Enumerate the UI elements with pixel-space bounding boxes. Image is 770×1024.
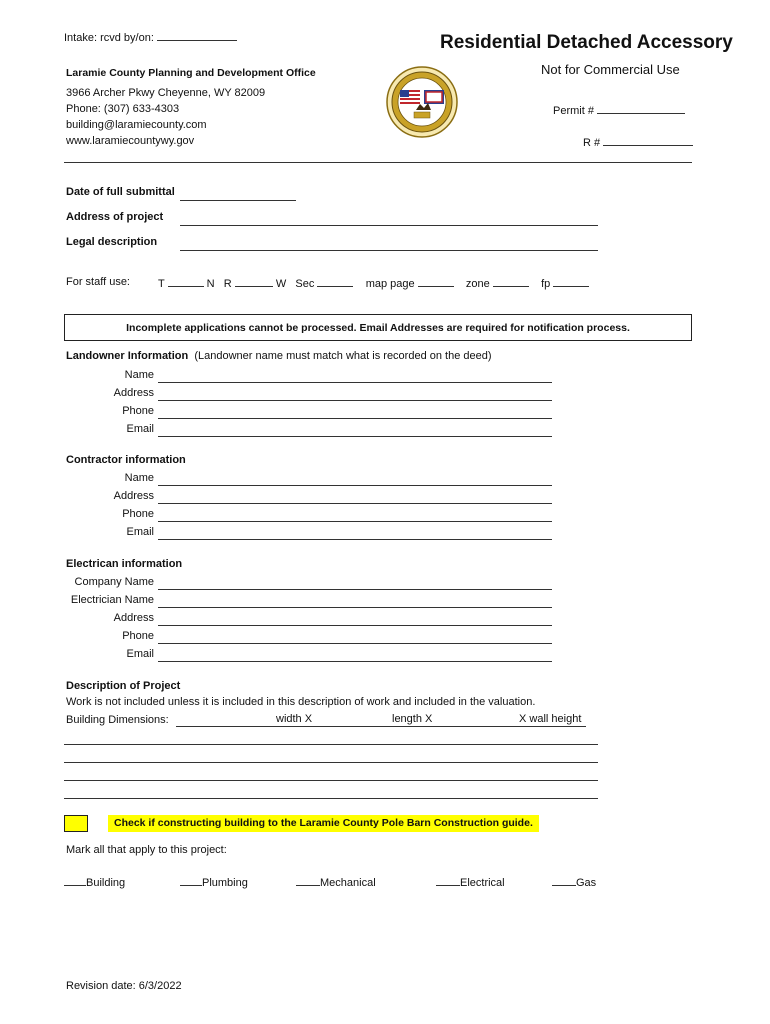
landowner-name-field[interactable] <box>158 369 552 383</box>
trade-gas <box>552 875 596 889</box>
electrician-email-field[interactable] <box>158 648 552 662</box>
permit-row <box>553 103 685 117</box>
office-website: www.laramiecountywy.gov <box>66 135 195 147</box>
map-page-field[interactable] <box>418 276 454 287</box>
plumbing-label: Plumbing <box>202 877 248 889</box>
trade-mechanical <box>296 875 376 889</box>
form-title: Residential Detached Accessory <box>440 32 733 53</box>
building-dimensions-label: Building Dimensions: <box>66 714 169 726</box>
landowner-phone-field[interactable] <box>158 405 552 419</box>
gas-label: Gas <box>576 877 597 889</box>
description-line[interactable] <box>64 780 598 781</box>
zone-field[interactable] <box>493 276 529 287</box>
building-label: Building <box>86 877 126 889</box>
contractor-heading: Contractor information <box>66 454 186 466</box>
sec-label: Sec <box>295 278 315 290</box>
project-address-label: Address of project <box>66 211 164 223</box>
description-line[interactable] <box>64 762 598 763</box>
incomplete-notice: Incomplete applications cannot be processed. Email Addresses are required for notification process. <box>64 314 692 341</box>
electrician-phone-field[interactable] <box>158 630 552 644</box>
electrical-label: Electrical <box>460 877 505 889</box>
electrician-name-field[interactable] <box>158 594 552 608</box>
contractor-name-label: Name <box>124 472 154 484</box>
contractor-name-field[interactable] <box>158 472 552 486</box>
electrician-email-label: Email <box>126 648 154 660</box>
company-name-field[interactable] <box>158 576 552 590</box>
trade-electrical <box>436 875 505 889</box>
electrician-address-field[interactable] <box>158 612 552 626</box>
mechanical-label: Mechanical <box>320 877 376 889</box>
contractor-phone-field[interactable] <box>158 508 552 522</box>
sec-field[interactable] <box>317 276 353 287</box>
landowner-note: (Landowner name must match what is recorded on the deed) <box>194 350 492 362</box>
office-phone: Phone: (307) 633-4303 <box>66 103 180 115</box>
contractor-phone-label: Phone <box>122 508 154 520</box>
r-label: R <box>223 278 232 290</box>
intake-row <box>64 30 237 44</box>
contractor-address-label: Address <box>113 490 154 502</box>
landowner-email-label: Email <box>126 423 154 435</box>
n-label: N <box>206 278 215 290</box>
landowner-address-field[interactable] <box>158 387 552 401</box>
t-field[interactable] <box>168 276 204 287</box>
fp-label: fp <box>541 278 551 290</box>
form-subtitle: Not for Commercial Use <box>541 62 680 77</box>
revision-date: Revision date: 6/3/2022 <box>66 980 182 992</box>
date-submittal-label: Date of full submittal <box>66 186 175 198</box>
legal-description-label: Legal description <box>66 236 158 248</box>
length-label: length X <box>392 713 433 725</box>
building-checkbox-line[interactable] <box>64 875 86 886</box>
electrician-address-label: Address <box>113 612 154 624</box>
description-note: Work is not included unless it is included in this description of work and included in the valuation. <box>66 696 536 708</box>
office-name: Laramie County Planning and Development Office <box>66 67 316 79</box>
description-line[interactable] <box>64 744 598 745</box>
description-line[interactable] <box>64 798 598 799</box>
map-page-label: map page <box>365 278 415 290</box>
zone-label: zone <box>465 278 490 290</box>
staff-use-row <box>158 276 589 290</box>
header-divider <box>64 162 692 163</box>
date-submittal-field[interactable] <box>180 187 296 201</box>
pole-barn-label: Check if constructing building to the Laramie County Pole Barn Construction guide. <box>108 815 539 832</box>
company-name-label: Company Name <box>74 576 154 588</box>
plumbing-checkbox-line[interactable] <box>180 875 202 886</box>
fp-field[interactable] <box>553 276 589 287</box>
contractor-email-field[interactable] <box>158 526 552 540</box>
project-address-field[interactable] <box>180 212 598 226</box>
electrician-phone-label: Phone <box>122 630 154 642</box>
office-email: building@laramiecounty.com <box>66 119 207 131</box>
electrician-heading: Electrican information <box>66 558 183 570</box>
wall-height-label: X wall height <box>519 713 582 725</box>
mechanical-checkbox-line[interactable] <box>296 875 320 886</box>
landowner-name-label: Name <box>124 369 154 381</box>
pole-barn-checkbox[interactable] <box>64 815 88 832</box>
permit-field[interactable] <box>597 103 685 114</box>
gas-checkbox-line[interactable] <box>552 875 576 886</box>
electrical-checkbox-line[interactable] <box>436 875 460 886</box>
landowner-email-field[interactable] <box>158 423 552 437</box>
contractor-address-field[interactable] <box>158 490 552 504</box>
t-label: T <box>158 278 165 290</box>
r-number-row <box>583 135 693 149</box>
r-number-label: R # <box>583 137 601 149</box>
landowner-heading: Landowner Information <box>66 350 189 362</box>
intake-label: Intake: rcvd by/on: <box>64 32 154 44</box>
intake-field[interactable] <box>157 30 237 41</box>
trade-plumbing <box>180 875 248 889</box>
width-label: width X <box>276 713 313 725</box>
contractor-email-label: Email <box>126 526 154 538</box>
r-number-field[interactable] <box>603 135 693 146</box>
landowner-heading-row <box>66 350 492 362</box>
trade-building <box>64 875 125 889</box>
r-field[interactable] <box>235 276 273 287</box>
description-heading: Description of Project <box>66 680 181 692</box>
legal-description-field[interactable] <box>180 237 598 251</box>
landowner-phone-label: Phone <box>122 405 154 417</box>
landowner-address-label: Address <box>113 387 154 399</box>
staff-use-label: For staff use: <box>66 276 130 288</box>
dimensions-line[interactable] <box>176 726 586 727</box>
permit-label: Permit # <box>553 105 594 117</box>
county-seal-icon <box>386 66 458 138</box>
office-address: 3966 Archer Pkwy Cheyenne, WY 82009 <box>66 87 266 99</box>
mark-all-label: Mark all that apply to this project: <box>66 844 227 856</box>
w-label: W <box>275 278 287 290</box>
electrician-name-label: Electrician Name <box>70 594 154 606</box>
